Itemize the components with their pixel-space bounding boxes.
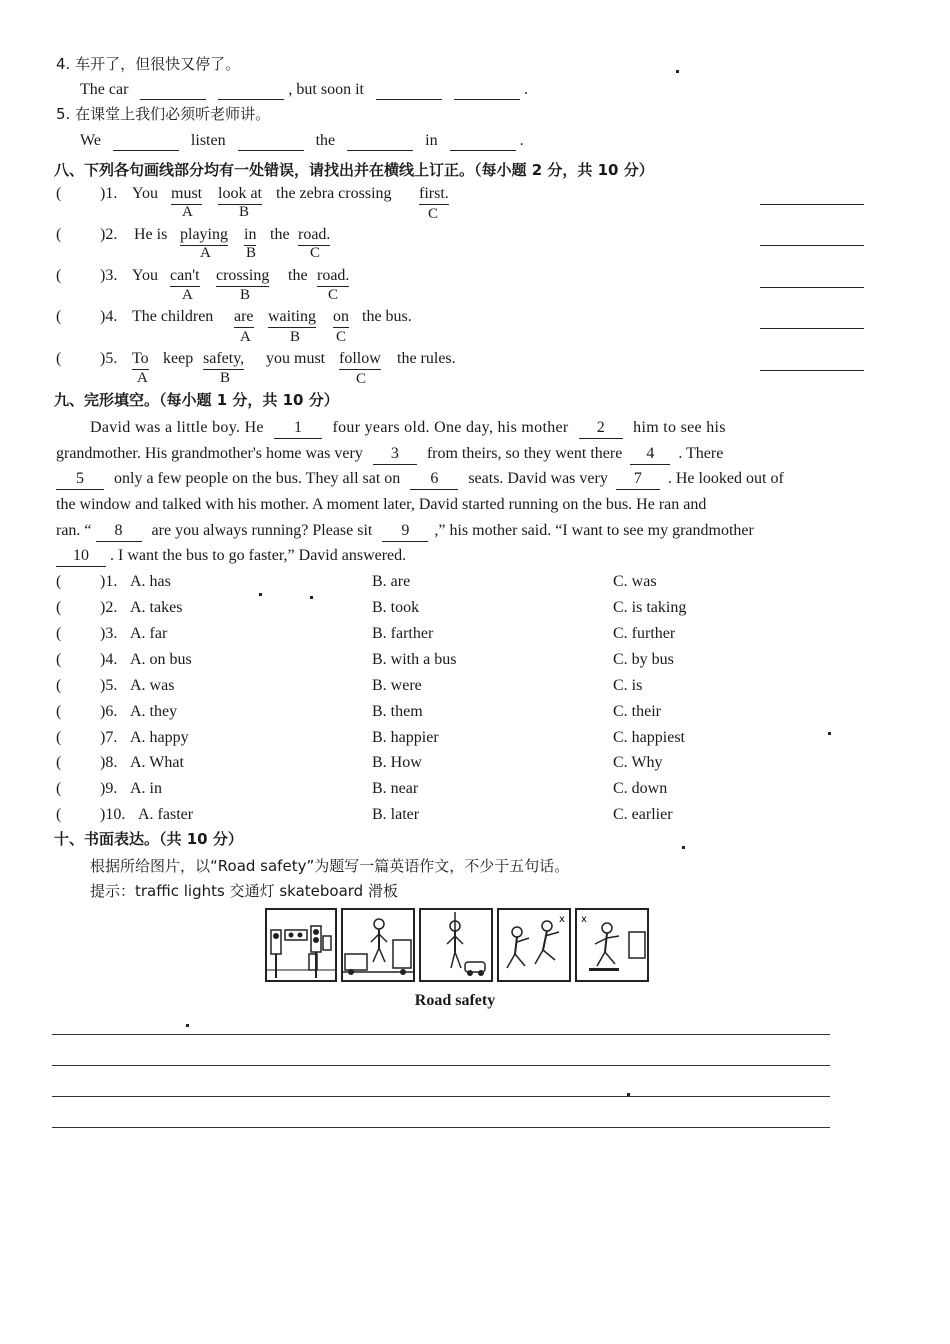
scan-speck <box>627 1093 630 1096</box>
writing-hint: 提示：traffic lights 交通灯 skateboard 滑板 <box>90 882 398 900</box>
scan-speck <box>186 1024 189 1027</box>
cloze-blank[interactable]: 8 <box>96 521 142 542</box>
option-c[interactable]: C. further <box>613 625 676 642</box>
option-c[interactable]: C. is <box>613 677 643 694</box>
answer-blank[interactable] <box>113 134 179 151</box>
traffic-lights-picture <box>265 908 337 982</box>
scan-speck <box>682 846 685 849</box>
option-b[interactable]: B. with a bus <box>372 651 457 668</box>
cloze-blank[interactable]: 9 <box>382 521 428 542</box>
scan-speck <box>828 732 831 735</box>
option-c[interactable]: C. was <box>613 573 657 590</box>
q5-english: We listen the in . <box>80 132 524 149</box>
writing-line[interactable] <box>52 1034 830 1035</box>
section9-heading: 九、完形填空。（每小题 1 分，共 10 分） <box>54 391 339 409</box>
option-b[interactable]: B. took <box>372 599 420 616</box>
cloze-blank[interactable]: 6 <box>410 469 458 490</box>
option-a[interactable]: A. in <box>130 780 162 797</box>
cloze-blank[interactable]: 7 <box>616 469 660 490</box>
writing-line[interactable] <box>52 1127 830 1128</box>
cloze-blank[interactable]: 10 <box>56 546 106 567</box>
scan-speck <box>676 70 679 73</box>
writing-line[interactable] <box>52 1096 830 1097</box>
skateboard-icon <box>577 910 647 980</box>
option-b[interactable]: B. near <box>372 780 419 797</box>
option-c[interactable]: C. earlier <box>613 806 673 823</box>
option-b[interactable]: B. them <box>372 703 423 720</box>
correction-line[interactable] <box>760 287 864 288</box>
option-a[interactable]: A. faster <box>138 806 194 823</box>
option-a[interactable]: A. takes <box>130 599 183 616</box>
running-people-icon <box>499 910 569 980</box>
writing-instruction: 根据所给图片，以“Road safety”为题写一篇英语作文，不少于五句话。 <box>90 857 570 875</box>
option-a[interactable]: A. What <box>130 754 184 771</box>
option-c[interactable]: C. their <box>613 703 661 720</box>
correction-line[interactable] <box>760 370 864 371</box>
option-a[interactable]: A. far <box>130 625 168 642</box>
scan-speck <box>310 596 313 599</box>
option-b[interactable]: B. farther <box>372 625 434 642</box>
skateboard-picture <box>575 908 649 982</box>
svg-text:x: x <box>559 914 565 925</box>
svg-text:x: x <box>581 914 587 925</box>
answer-blank[interactable] <box>376 83 442 100</box>
option-a[interactable]: A. happy <box>130 729 189 746</box>
answer-blank[interactable] <box>218 83 284 100</box>
waiting-picture <box>419 908 493 982</box>
option-a[interactable]: A. they <box>130 703 178 720</box>
option-c[interactable]: C. Why <box>613 754 663 771</box>
option-b[interactable]: B. are <box>372 573 411 590</box>
option-c[interactable]: C. down <box>613 780 668 797</box>
section8-heading: 八、下列各句画线部分均有一处错误，请找出并在横线上订正。（每小题 2 分，共 10 分） <box>54 161 654 179</box>
option-a[interactable]: A. was <box>130 677 175 694</box>
answer-blank[interactable] <box>454 83 520 100</box>
option-c[interactable]: C. is taking <box>613 599 687 616</box>
option-c[interactable]: C. happiest <box>613 729 685 746</box>
cloze-blank[interactable]: 1 <box>274 418 322 439</box>
scan-speck <box>259 593 262 596</box>
cloze-blank[interactable]: 5 <box>56 469 104 490</box>
pedestrian-icon <box>343 910 413 980</box>
correction-line[interactable] <box>760 204 864 205</box>
essay-title: Road safety <box>414 992 496 1009</box>
q4-english: The car , but soon it . <box>80 81 528 98</box>
q5-chinese: 5. 在课堂上我们必须听老师讲。 <box>56 105 271 123</box>
crossing-picture <box>341 908 415 982</box>
correction-line[interactable] <box>760 328 864 329</box>
running-kids-picture <box>497 908 571 982</box>
answer-blank[interactable] <box>450 134 516 151</box>
exam-page: 4. 车开了，但很快又停了。 The car , but soon it . 5. 在课堂上我们必须听老师讲。 We listen the in . 八、下列各句画线部分均有一处错误，请找出并在横线上订正。（每小题 2 分，共 10 分） ( )1. You must look at the zebra crossing first. A B C ( )2. He is playing in the road. A B C ( )3. You can't crossing the road. A B C ( )4. The children are waiting on the bus. A B C ( )5. To keep safety, you must follow the rules. A B C 九、完形填空。（每小题 1 分，共 10 分） David was a little boy. He 1 four years old. One day, his mother 2 him to see his grandmother. His grandmother's home was very 3 from theirs, so they went there 4 . There 5 only a few people on the bus. They all sat on 6 seats. David was very 7 . He looked out of the window and talked with his mother. A moment later, David started running on the bus. He ran and ran. “ 8 are you always running? Please sit 9 ,” his mother said. “I want to see my grandmother 10 . I want the bus to go faster,” David answered. ( )1. A. has B. are C. was ( )2. A. takes B. took C. is taking ( )3. A. far B. farther C. further ( )4. A. on bus B. with a bus C. by bus ( )5. A. was B. were C. is ( )6. A. they B. them C. their ( )7. A. happy B. happier C. happiest ( )8. A. What B. How C. Why ( )9. A. in B. near C. down ( )10. A. faster B. later C. earlier 十、书面表达。（共 10 分） 根据所给图片，以“Road safety”为题写一篇英语作文，不少于五句话。 提示：traffic lights 交通灯 skateboard 滑板 x x Road safety <box>0 0 950 1344</box>
cloze-blank[interactable]: 2 <box>579 418 623 439</box>
option-a[interactable]: A. has <box>130 573 171 590</box>
option-a[interactable]: A. on bus <box>130 651 192 668</box>
option-b[interactable]: B. happier <box>372 729 439 746</box>
answer-blank[interactable] <box>140 83 206 100</box>
standing-person-icon <box>421 910 491 980</box>
q4-chinese: 4. 车开了，但很快又停了。 <box>56 55 241 73</box>
section10-heading: 十、书面表达。（共 10 分） <box>54 830 243 848</box>
answer-blank[interactable] <box>347 134 413 151</box>
option-b[interactable]: B. How <box>372 754 422 771</box>
traffic-lights-icon <box>267 910 335 980</box>
cloze-blank[interactable]: 4 <box>630 444 670 465</box>
correction-line[interactable] <box>760 245 864 246</box>
cloze-blank[interactable]: 3 <box>373 444 417 465</box>
answer-blank[interactable] <box>238 134 304 151</box>
option-b[interactable]: B. were <box>372 677 422 694</box>
option-b[interactable]: B. later <box>372 806 420 823</box>
option-c[interactable]: C. by bus <box>613 651 674 668</box>
writing-line[interactable] <box>52 1065 830 1066</box>
